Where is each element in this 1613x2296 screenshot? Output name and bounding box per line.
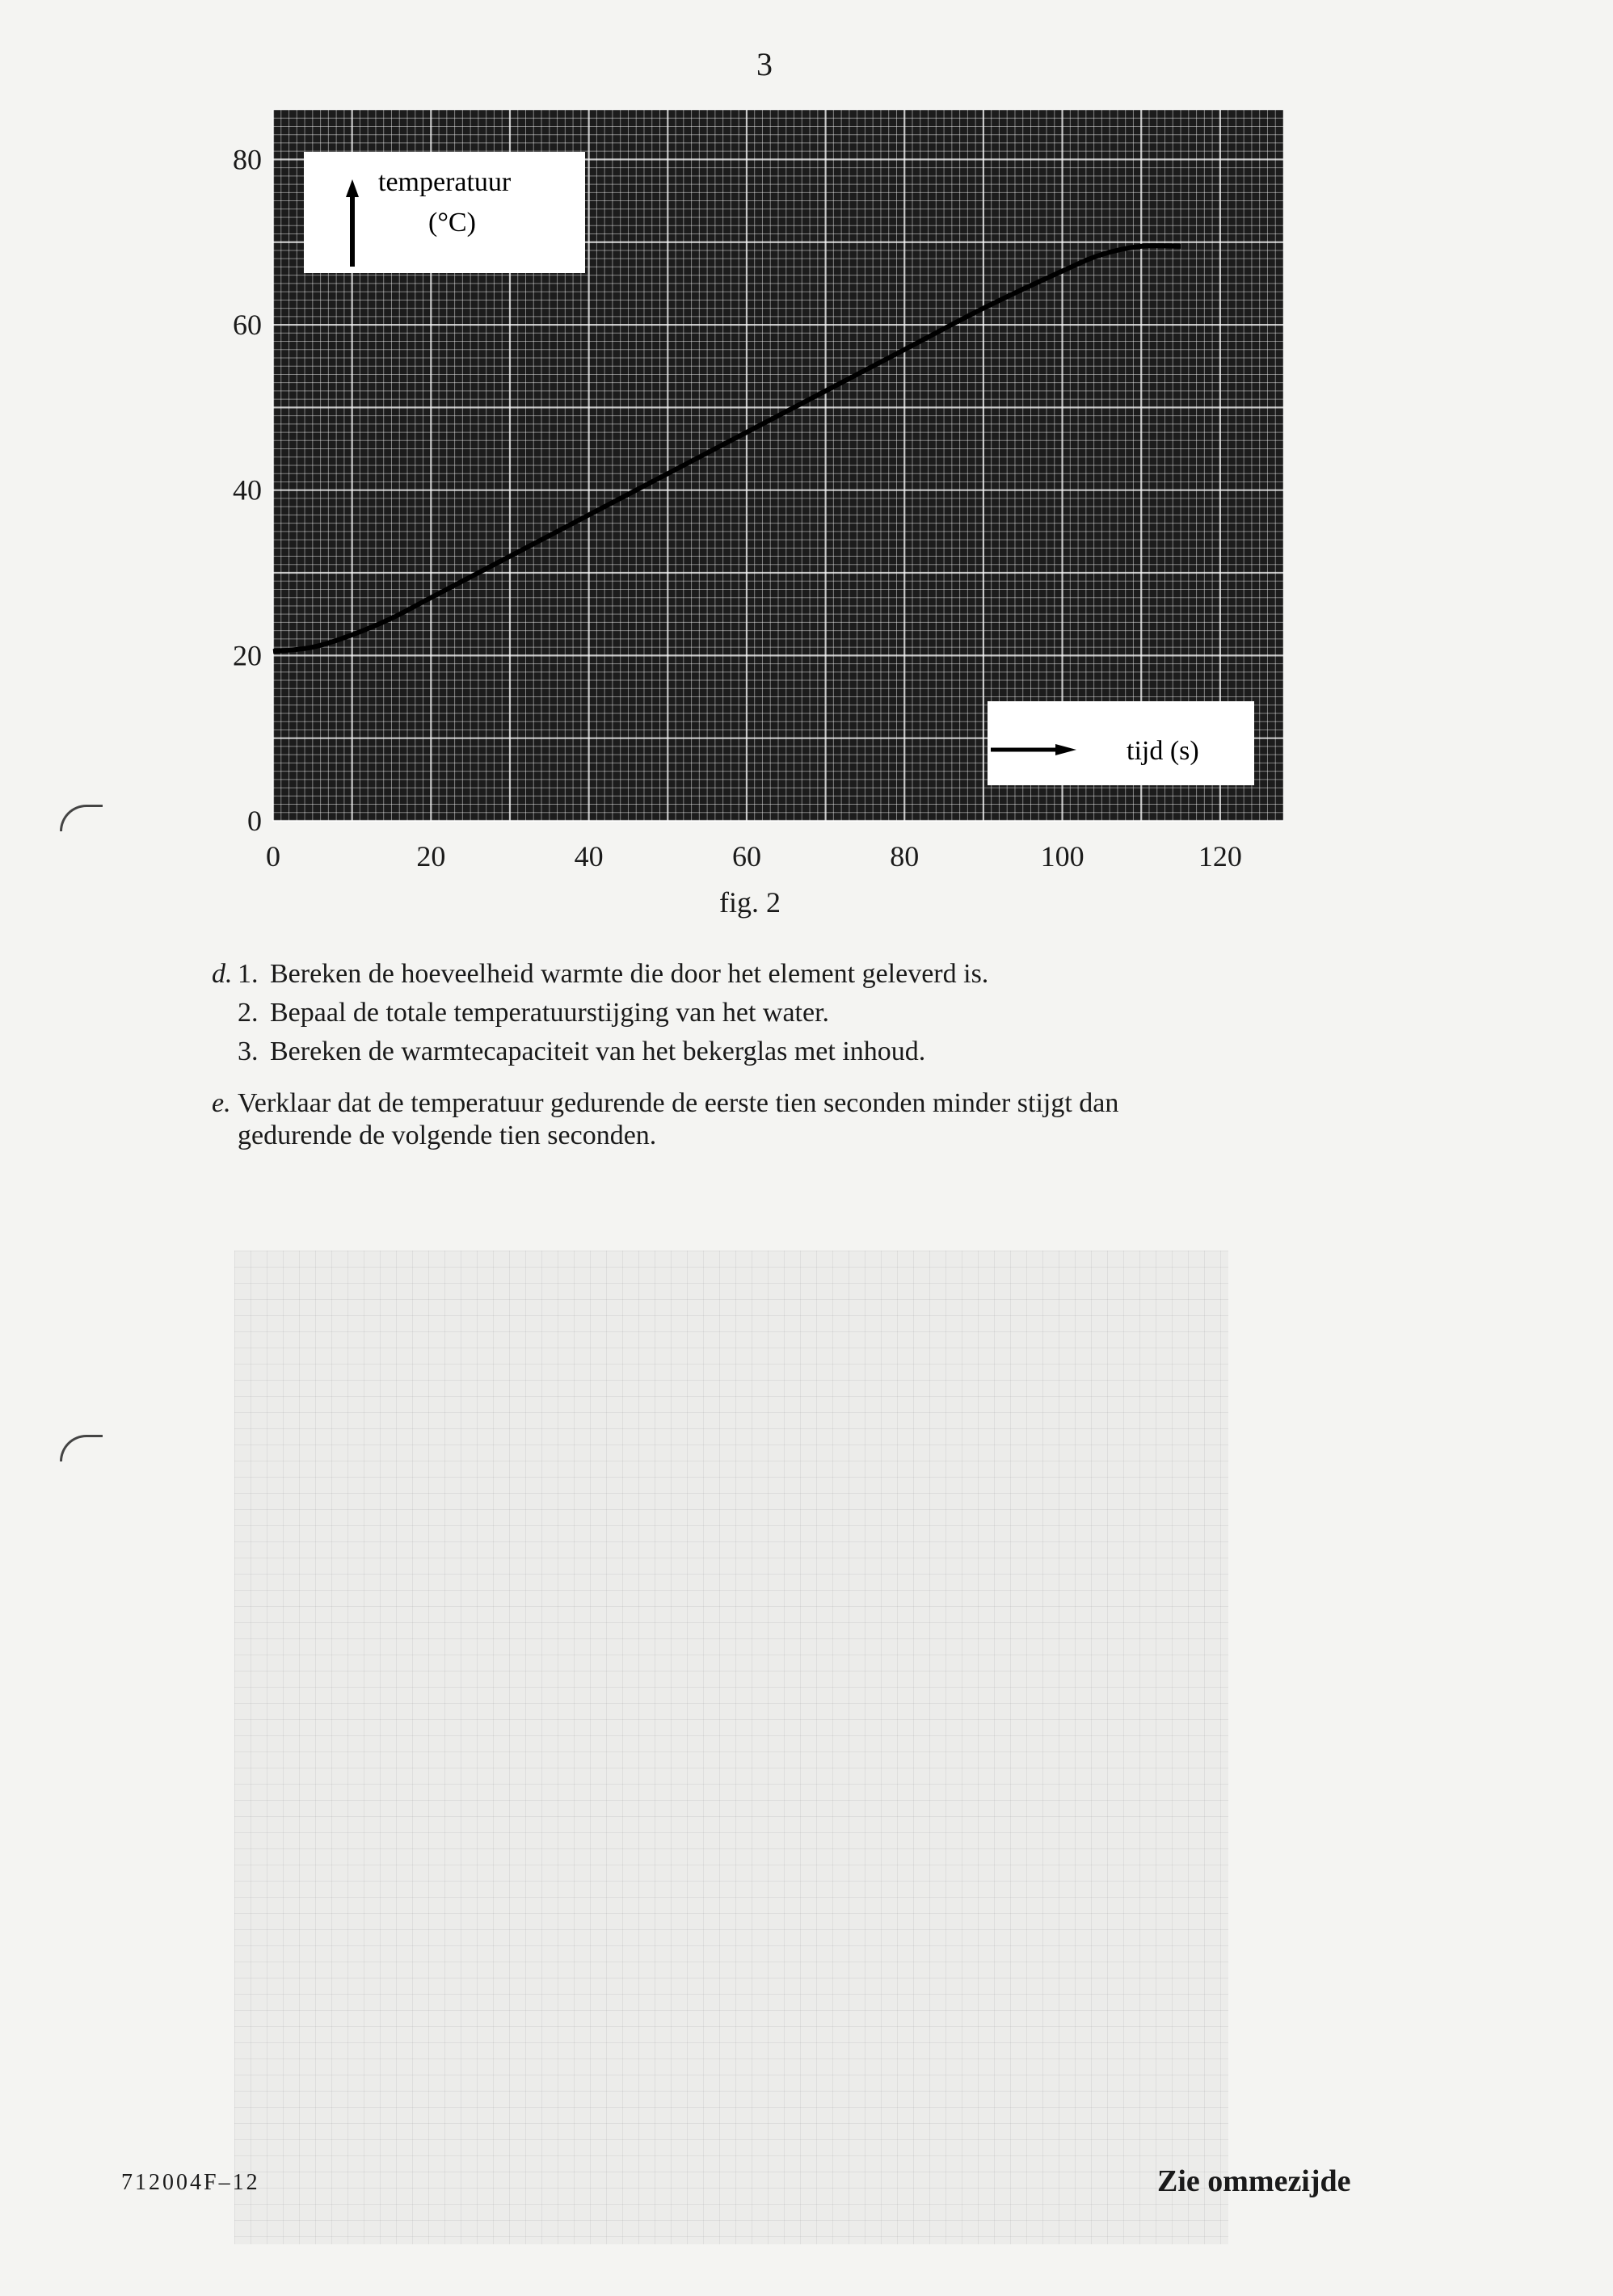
ylabel-unit: (°C) — [428, 208, 476, 238]
question-letter: e. — [212, 1088, 231, 1118]
footer-next-page: Zie ommezijde — [1157, 2164, 1351, 2198]
x-tick-label: 100 — [1040, 840, 1084, 873]
x-tick-label: 60 — [731, 840, 761, 873]
ylabel-text: temperatuur — [378, 167, 512, 197]
y-tick-label: 20 — [233, 639, 262, 672]
y-tick-label: 80 — [233, 143, 262, 176]
chart-svg — [0, 0, 1613, 937]
figure-caption: fig. 2 — [719, 886, 781, 919]
y-tick-label: 0 — [247, 805, 262, 837]
question-number: 3. — [238, 1037, 259, 1066]
x-tick-label: 120 — [1198, 840, 1242, 873]
question-text: Bereken de hoeveelheid warmte die door het element geleverd is. — [270, 959, 989, 989]
y-tick-label: 40 — [233, 473, 262, 507]
x-tick-label: 80 — [890, 840, 920, 873]
footer-code: 712004F–12 — [121, 2170, 260, 2195]
question-text: gedurende de volgende tien seconden. — [238, 1121, 657, 1150]
temperature-time-graph — [0, 0, 1613, 937]
corner-mark-bottom — [60, 1435, 103, 1461]
question-text: Bereken de warmtecapaciteit van het bekerglas met inhoud. — [270, 1037, 926, 1066]
question-letter: d. — [212, 959, 233, 989]
xlabel-text: tijd (s) — [1127, 736, 1199, 766]
bleed-through-graph — [234, 1251, 1228, 2244]
question-number: 2. — [238, 998, 259, 1028]
x-tick-label: 20 — [416, 840, 446, 873]
page-number: 3 — [756, 46, 773, 82]
question-e-continued — [212, 1120, 656, 1152]
question-e — [212, 1087, 1118, 1120]
question-text: Bepaal de totale temperatuurstijging van het water. — [270, 998, 830, 1028]
question-text: Verklaar dat de temperatuur gedurende de eerste tien seconden minder stijgt dan — [238, 1088, 1119, 1118]
question-number: 1. — [238, 959, 259, 989]
question-d-1 — [212, 958, 988, 990]
question-d-2 — [238, 997, 829, 1029]
y-tick-label: 60 — [233, 309, 262, 342]
x-tick-label: 40 — [574, 840, 604, 873]
question-d-3 — [238, 1036, 925, 1068]
xlabel-box — [988, 701, 1254, 785]
x-tick-label: 0 — [266, 840, 280, 873]
